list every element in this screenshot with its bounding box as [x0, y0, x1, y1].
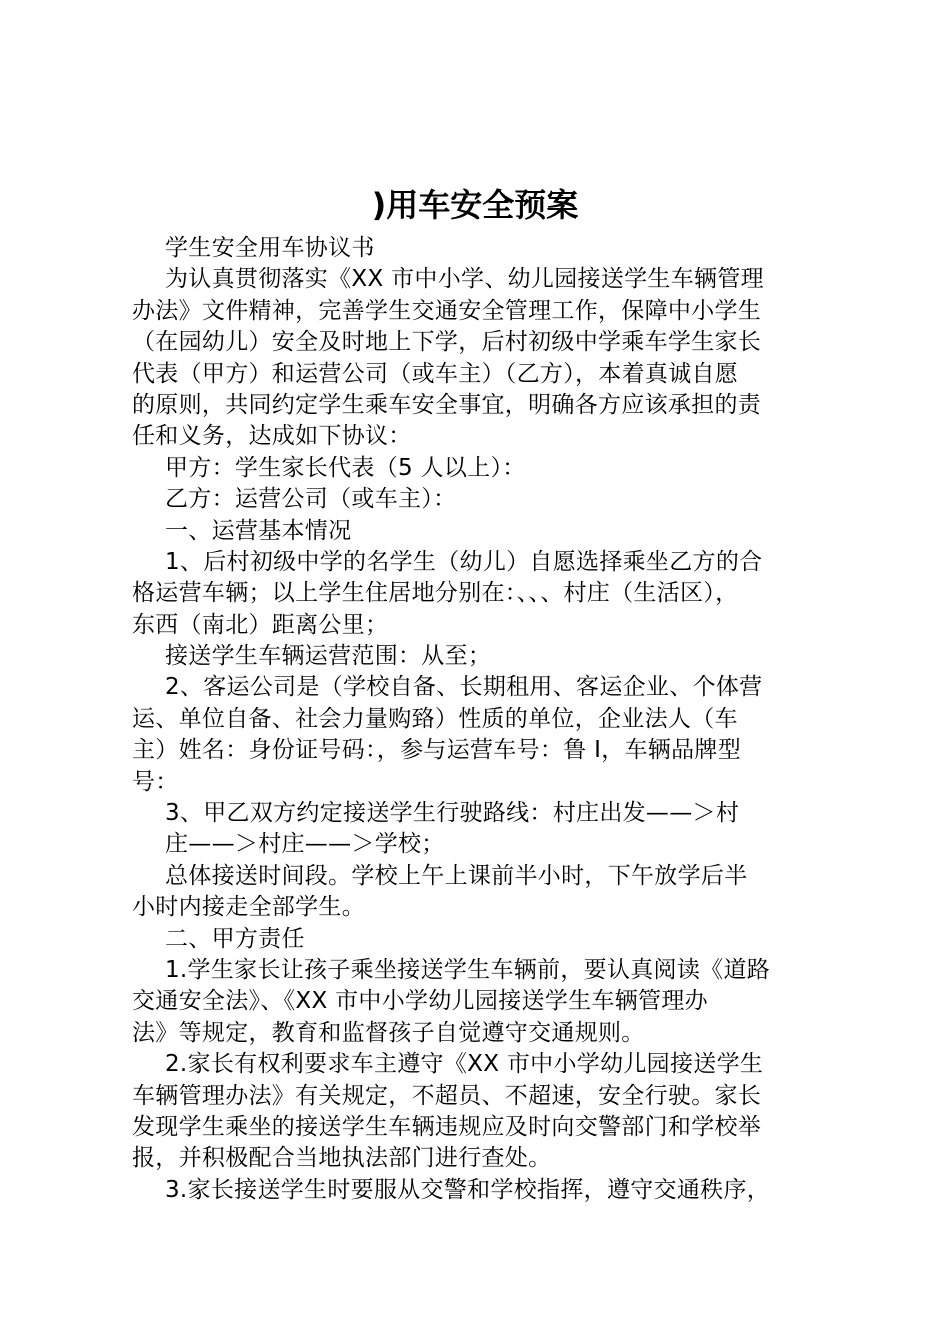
text-line: 东西（南北）距离公里； — [132, 611, 389, 638]
text-line: 接送学生车辆运营范围：从至； — [165, 643, 492, 670]
text-line: 法》等规定，教育和监督孩子自觉遵守交通规则。 — [132, 1019, 645, 1046]
text-line: 二、甲方责任 — [165, 925, 305, 952]
text-line: 为认真贯彻落实《XX 市中小学、幼儿园接送学生车辆管理 — [165, 266, 764, 293]
text-line: 发现学生乘坐的接送学生车辆违规应及时向交警部门和学校举 — [132, 1113, 762, 1140]
text-line: 甲方：学生家长代表（5 人以上）： — [165, 454, 526, 481]
document-title: )用车安全预案 — [371, 186, 579, 224]
text-line: 号： — [132, 768, 179, 795]
text-line: （在园幼儿）安全及时地上下学，后村初级中学乘车学生家长 — [132, 329, 762, 356]
text-line: 2、客运公司是（学校自备、长期租用、客运企业、个体营 — [165, 674, 763, 701]
text-line: 总体接送时间段。学校上午上课前半小时，下午放学后半 — [165, 862, 748, 889]
text-line: 3、甲乙双方约定接送学生行驶路线：村庄出发——＞村 — [165, 800, 740, 827]
text-line: 一、运营基本情况 — [165, 517, 352, 544]
text-line: 办法》文件精神，完善学生交通安全管理工作，保障中小学生 — [132, 297, 762, 324]
document-body — [132, 233, 852, 1206]
text-line: 乙方：运营公司（或车主）： — [165, 486, 457, 513]
text-line: 格运营车辆；以上学生住居地分别在：、、、村庄（生活区）， — [132, 580, 739, 607]
text-line: 交通安全法》、《XX 市中小学幼儿园接送学生车辆管理办 — [132, 988, 708, 1015]
text-line: 运、单位自备、社会力量购臵）性质的单位，企业法人（车 — [132, 705, 738, 732]
text-line: 1、后村初级中学的名学生（幼儿）自愿选择乘坐乙方的合 — [165, 548, 763, 575]
text-line: 的原则，共同约定学生乘车安全事宜，明确各方应该承担的责 — [132, 391, 762, 418]
text-line: 学生安全用车协议书 — [165, 235, 375, 261]
text-line: 2.家长有权利要求车主遵守《XX 市中小学幼儿园接送学生 — [165, 1051, 764, 1078]
text-line: 代表（甲方）和运营公司（或车主）（乙方），本着真诚自愿 — [132, 360, 739, 387]
text-line: 庄——＞村庄——＞学校； — [165, 831, 445, 858]
text-line: 任和义务，达成如下协议： — [132, 423, 412, 450]
text-line: 1.学生家长让孩子乘坐接送学生车辆前，要认真阅读《道路 — [165, 956, 771, 983]
text-line: 车辆管理办法》有关规定，不超员、不超速，安全行驶。家长 — [132, 1082, 762, 1109]
text-line: 小时内接走全部学生。 — [132, 894, 365, 921]
text-line: 报，并积极配合当地执法部门进行查处。 — [132, 1145, 552, 1172]
text-line: 主）姓名：身份证号码：，参与运营车号：鲁 I，车辆品牌型 — [132, 737, 741, 764]
text-line: 3.家长接送学生时要服从交警和学校指挥，遵守交通秩序， — [165, 1176, 771, 1203]
